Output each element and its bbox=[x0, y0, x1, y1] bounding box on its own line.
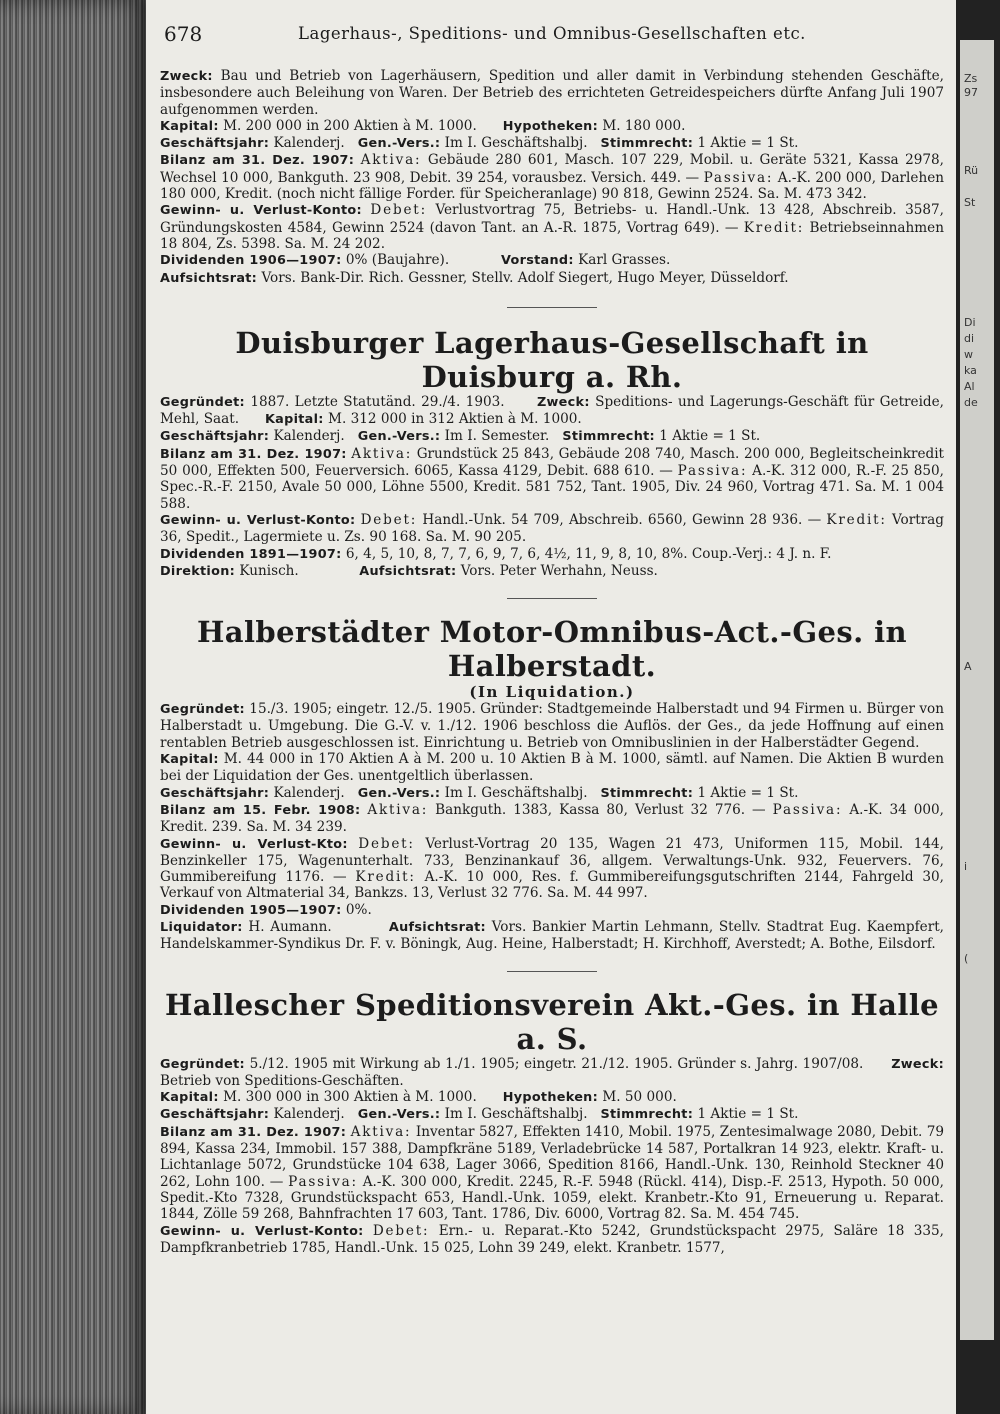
gv-text: Im I. Semester. bbox=[444, 428, 550, 445]
gegr-label: Gegründet: bbox=[160, 702, 245, 718]
gv-label: Gen.-Vers.: bbox=[357, 429, 441, 445]
ar-text: Vors. Bankier Martin Lehmann, Stellv. Stadtrat Eug. Kaempfert, Handelskammer-Syndikus Dr. F. v. Böningk, Aug. Heine, Halberstadt; H. Kirchhoff, Averstedt; A. Bothe, Eilsdorf. bbox=[160, 918, 944, 953]
bilanz-paragraph bbox=[160, 1124, 944, 1223]
aktiva-text: Inventar 5827, Effekten 1410, Mobil. 1975, Zentesimalwage 2080, Debit. 79 894, Kassa 234, Immobil. 157 388, Dampfkräne 5189, Verladebrücke 14 587, Portalkran 14 923, elektr. Kraft- u. Lichtanlage 5072, Grundstücke 104 638, Lager 3066, Spedition 8166, Handl.-Unk. 130, Reinhold Steckner 40 262, Lohn 100. — bbox=[160, 1123, 944, 1190]
gv-label: Gen.-Vers.: bbox=[357, 785, 441, 801]
next-page-edge bbox=[956, 0, 1000, 1414]
edge-fragment: de bbox=[964, 396, 978, 409]
gv-text: Im I. Geschäftshalbj. bbox=[444, 784, 588, 801]
debet-label: Debet: bbox=[372, 1222, 430, 1239]
geschaeftsjahr-paragraph bbox=[160, 428, 944, 445]
aktiva-text: Gebäude 280 601, Masch. 107 229, Mobil. u. Geräte 5321, Kassa 2978, Wechsel 10 000, Bankguth. 23 908, Debit. 39 254, vorausbez. Versich. 449. — bbox=[160, 152, 945, 186]
div-label: Dividenden 1906—1907: bbox=[160, 253, 342, 269]
ar-text: Vors. Bank-Dir. Rich. Gessner, Stellv. Adolf Siegert, Hugo Meyer, Düsseldorf. bbox=[261, 269, 789, 286]
debet-label: Debet: bbox=[370, 202, 427, 219]
passiva-label: Passiva: bbox=[772, 801, 843, 818]
kapital-text: M. 300 000 in 300 Aktien à M. 1000. bbox=[223, 1089, 477, 1106]
gj-text: Kalenderj. bbox=[273, 135, 345, 152]
kapital-label: Kapital: bbox=[160, 118, 219, 134]
gegr-label: Gegründet: bbox=[160, 1056, 245, 1072]
kapital-text: M. 44 000 in 170 Aktien A à M. 200 u. 10 Aktien B à M. 1000, sämtl. auf Namen. Die Aktien B wurden bei der Liquidation der Ges. unentgeltlich überlassen. bbox=[160, 751, 944, 785]
stimm-text: 1 Aktie = 1 St. bbox=[697, 135, 799, 152]
kredit-text: A.-K. 10 000, Res. f. Gummibereifungsgutschriften 2144, Fahrgeld 30, Verkauf von Altmaterial 34, Bankzs. 13, Verlust 32 776. Sa. M. 44 997. bbox=[160, 869, 944, 902]
passiva-text: A.-K. 312 000, R.-F. 25 850, Spec.-R.-F. 2150, Avale 50 000, Löhne 5500, Kredit. 581 752, Tant. 1905, Div. 24 960, Vortrag 471. Sa. M. 1 004 588. bbox=[160, 463, 944, 512]
debet-label: Debet: bbox=[358, 835, 415, 852]
guv-paragraph bbox=[160, 1223, 944, 1257]
edge-fragment: Zs bbox=[964, 72, 978, 85]
hypotheken-text: M. 50 000. bbox=[602, 1089, 677, 1106]
div-label: Dividenden 1891—1907: bbox=[160, 546, 342, 562]
running-title: Lagerhaus-, Speditions- und Omnibus-Gesellschaften etc. bbox=[298, 24, 806, 43]
ar-text: Vors. Peter Werhahn, Neuss. bbox=[460, 562, 658, 579]
debet-text: Ern.- u. Reparat.-Kto 5242, Grundstückspacht 2975, Saläre 18 335, Dampfkranbetrieb 1785, Handl.-Unk. 15 025, Lohn 39 249, elekt. Kranbetr. 1577, bbox=[160, 1222, 944, 1256]
edge-fragment: w bbox=[964, 348, 973, 361]
edge-fragment: ( bbox=[964, 952, 969, 965]
gegruendet-paragraph bbox=[160, 1056, 944, 1090]
kredit-label: Kredit: bbox=[743, 219, 805, 236]
gv-label: Gen.-Vers.: bbox=[357, 136, 441, 152]
stimm-label: Stimmrecht: bbox=[600, 136, 694, 152]
edge-fragment: ka bbox=[964, 364, 977, 377]
kredit-text: Betriebseinnahmen 18 804, Zs. 5398. Sa. M. 24 202. bbox=[160, 219, 944, 252]
gj-label: Geschäftsjahr: bbox=[160, 1107, 270, 1123]
vorstand-label: Vorstand: bbox=[501, 253, 574, 269]
gegr-text: 5./12. 1905 mit Wirkung ab 1./1. 1905; eingetr. 21./12. 1905. Gründer s. Jahrg. 1907/08. bbox=[249, 1055, 864, 1072]
liq-text: H. Aumann. bbox=[248, 918, 332, 935]
hypotheken-text: M. 180 000. bbox=[602, 117, 686, 134]
gj-label: Geschäftsjahr: bbox=[160, 429, 270, 445]
company-subtitle: (In Liquidation.) bbox=[469, 683, 635, 702]
bilanz-label: Bilanz am 31. Dez. 1907: bbox=[160, 153, 355, 169]
aktiva-label: Aktiva: bbox=[351, 445, 413, 462]
stimm-text: 1 Aktie = 1 St. bbox=[697, 784, 799, 801]
aktiva-text: Bankguth. 1383, Kassa 80, Verlust 32 776. — bbox=[435, 801, 766, 818]
edge-fragment: di bbox=[964, 332, 975, 345]
edge-fragment: i bbox=[964, 860, 968, 873]
hypotheken-label: Hypotheken: bbox=[502, 118, 599, 134]
stimm-label: Stimmrecht: bbox=[600, 785, 694, 801]
kredit-label: Kredit: bbox=[355, 869, 416, 886]
direktion-paragraph bbox=[160, 563, 944, 580]
vorstand-text: Karl Grasses. bbox=[578, 252, 671, 269]
zweck-text: Betrieb von Speditions-Geschäften. bbox=[160, 1072, 404, 1089]
guv-label: Gewinn- u. Verlust-Konto: bbox=[160, 512, 356, 528]
div-text: 0%. bbox=[345, 901, 372, 918]
zweck-label: Zweck: bbox=[891, 1056, 944, 1072]
stimm-label: Stimmrecht: bbox=[600, 1107, 694, 1123]
guv-paragraph bbox=[160, 202, 944, 252]
aktiva-label: Aktiva: bbox=[360, 152, 422, 169]
kapital-label: Kapital: bbox=[160, 752, 219, 768]
div-text: 0% (Baujahre). bbox=[345, 252, 450, 269]
company-title: Hallescher Speditionsverein Akt.-Ges. in Halle a. S. bbox=[164, 987, 940, 1056]
passiva-text: A.-K. 34 000, Kredit. 239. Sa. M. 34 239. bbox=[160, 801, 945, 836]
dividenden-paragraph bbox=[160, 902, 944, 919]
dividenden-paragraph bbox=[160, 546, 944, 563]
stimm-label: Stimmrecht: bbox=[562, 429, 655, 445]
kredit-label: Kredit: bbox=[826, 511, 887, 528]
ar-label: Aufsichtsrat: bbox=[388, 919, 486, 935]
zweck-text: Speditions- und Lagerungs-Geschäft für Getreide, Mehl, Saat. bbox=[160, 393, 945, 428]
gj-text: Kalenderj. bbox=[273, 428, 345, 445]
entry-hallescher bbox=[160, 988, 944, 1257]
gv-text: Im I. Geschäftshalbj. bbox=[444, 1106, 588, 1123]
aktiva-text: Grundstück 25 843, Gebäude 208 740, Masch. 200 000, Begleitscheinkredit 50 000, Effekten 500, Feuerversich. 6065, Kassa 4129, Debit. 688 610. — bbox=[160, 445, 945, 480]
gv-text: Im I. Geschäftshalbj. bbox=[444, 135, 588, 152]
kapital-paragraph bbox=[160, 751, 944, 785]
kapital-text: M. 200 000 in 200 Aktien à M. 1000. bbox=[223, 117, 477, 134]
gegr-label: Gegründet: bbox=[160, 394, 245, 410]
dir-text: Kunisch. bbox=[239, 562, 299, 579]
gegruendet-paragraph bbox=[160, 701, 944, 751]
zweck-paragraph bbox=[160, 68, 944, 118]
debet-text: Verlust-Vortrag 20 135, Wagen 21 473, Uniformen 115, Mobil. 144, Benzinkeller 175, Wagenunterhalt. 733, Benzinankauf 36, allgem. Verwaltungs-Unk. 932, Feuervers. 76, Gummibereifung 1176. — bbox=[160, 835, 945, 886]
passiva-text: A.-K. 200 000, Darlehen 180 000, Kredit. (noch nicht fällige Forder. für Speicheranlage) 90 818, Gewinn 2524. Sa. M. 473 342. bbox=[160, 169, 945, 203]
gj-text: Kalenderj. bbox=[273, 784, 345, 801]
ar-label: Aufsichtsrat: bbox=[359, 563, 457, 579]
company-title: Duisburger Lagerhaus-Gesellschaft in Duisburg a. Rh. bbox=[235, 325, 869, 394]
edge-fragment: St bbox=[964, 196, 976, 209]
zweck-text: Bau und Betrieb von Lagerhäusern, Spedition und aller damit in Verbindung stehenden Geschäfte, insbesondere auch Beleihung von Waren. Der Betrieb des errichteten Getreidespeichers dürfte Anfang Juli 1907 aufgenommen werden. bbox=[160, 68, 945, 118]
gegruendet-paragraph bbox=[160, 394, 944, 429]
debet-text: Verlustvortrag 75, Betriebs- u. Handl.-Unk. 13 428, Abschreib. 3587, Gründungskosten 4584, Gewinn 2524 (davon Tant. an A.-R. 1875, Vortrag 649). — bbox=[160, 202, 944, 236]
edge-fragment: Al bbox=[964, 380, 975, 393]
kapital-label: Kapital: bbox=[264, 412, 324, 428]
guv-label: Gewinn- u. Verlust-Konto: bbox=[160, 203, 362, 219]
running-head bbox=[164, 22, 940, 52]
geschaeftsjahr-paragraph bbox=[160, 785, 944, 802]
edge-fragment: Rü bbox=[964, 164, 979, 177]
guv-paragraph bbox=[160, 512, 944, 546]
bilanz-label: Bilanz am 31. Dez. 1907: bbox=[160, 446, 347, 462]
hypotheken-label: Hypotheken: bbox=[502, 1090, 599, 1106]
entry-duisburger bbox=[160, 326, 944, 580]
dir-label: Direktion: bbox=[160, 563, 236, 579]
company-title: Halberstädter Motor-Omnibus-Act.-Ges. in Halberstadt. bbox=[196, 615, 908, 684]
bilanz-paragraph bbox=[160, 152, 944, 202]
guv-label: Gewinn- u. Verlust-Kto: bbox=[160, 836, 348, 852]
ar-label: Aufsichtsrat: bbox=[160, 270, 258, 286]
document-page bbox=[146, 0, 958, 1414]
passiva-label: Passiva: bbox=[288, 1173, 358, 1190]
aufsichtsrat-paragraph bbox=[160, 270, 944, 287]
liquidator-paragraph bbox=[160, 919, 944, 953]
debet-text: Handl.-Unk. 54 709, Abschreib. 6560, Gewinn 28 936. — bbox=[422, 511, 822, 528]
geschaeftsjahr-paragraph bbox=[160, 1106, 944, 1123]
div-text: 6, 4, 5, 10, 8, 7, 7, 6, 9, 7, 6, 4½, 11, 9, 8, 10, 8%. Coup.-Verj.: 4 J. n. F. bbox=[345, 545, 832, 562]
kapital-paragraph bbox=[160, 118, 944, 135]
gj-text: Kalenderj. bbox=[273, 1106, 345, 1123]
kapital-paragraph bbox=[160, 1089, 944, 1106]
page-number: 678 bbox=[164, 22, 203, 46]
dividenden-paragraph bbox=[160, 252, 944, 269]
gj-label: Geschäftsjahr: bbox=[160, 136, 270, 152]
entry-continuation bbox=[160, 68, 944, 287]
kapital-text: M. 312 000 in 312 Aktien à M. 1000. bbox=[328, 411, 582, 428]
aktiva-label: Aktiva: bbox=[367, 801, 429, 818]
gegr-text: 1887. Letzte Statutänd. 29./4. 1903. bbox=[250, 393, 505, 410]
aktiva-label: Aktiva: bbox=[350, 1123, 412, 1140]
stimm-text: 1 Aktie = 1 St. bbox=[659, 428, 761, 445]
zweck-label: Zweck: bbox=[536, 394, 590, 410]
gegr-text: 15./3. 1905; eingetr. 12./5. 1905. Gründer: Stadtgemeinde Halberstadt und 94 Firmen u. Bürger von Halberstadt u. Umgebung. Die G.-V. v. 1./12. 1906 beschloss die Auflös. der Ges., da jede Hoffnung auf einen rentablen Betrieb ausgeschlossen ist. Einrichtung u. Betrieb von Omnibuslinien in der Halberstädter Gegend. bbox=[160, 701, 944, 751]
edge-fragment: Di bbox=[964, 316, 976, 329]
next-page-sheet bbox=[960, 40, 994, 1340]
guv-label: Gewinn- u. Verlust-Konto: bbox=[160, 1223, 364, 1239]
gj-label: Geschäftsjahr: bbox=[160, 785, 270, 801]
bilanz-label: Bilanz am 31. Dez. 1907: bbox=[160, 1124, 347, 1140]
passiva-label: Passiva: bbox=[703, 169, 774, 186]
kapital-label: Kapital: bbox=[160, 1090, 219, 1106]
page-content bbox=[160, 68, 944, 1256]
edge-fragment: A bbox=[964, 660, 972, 673]
edge-fragment: 97 bbox=[964, 86, 978, 99]
entry-halberstaedter bbox=[160, 615, 944, 952]
geschaeftsjahr-paragraph bbox=[160, 135, 944, 152]
passiva-label: Passiva: bbox=[677, 463, 748, 480]
guv-paragraph bbox=[160, 836, 944, 902]
div-label: Dividenden 1905—1907: bbox=[160, 902, 342, 918]
passiva-text: A.-K. 300 000, Kredit. 2245, R.-F. 5948 (Rückl. 414), Disp.-F. 2513, Hypoth. 50 000, Spedit.-Kto 7328, Grundstückspacht 653, Handl.-Unk. 1059, elekt. Kranbetr.-Kto 91, Erneuerung u. Reparat. 1844, Zölle 59 268, Bahnfrachten 17 603, Tant. 1786, Div. 6000, Vortrag 82. Sa. M. 454 745. bbox=[160, 1173, 944, 1223]
kredit-text: Vortrag 36, Spedit., Lagermiete u. Zs. 90 168. Sa. M. 90 205. bbox=[160, 511, 944, 546]
bilanz-label: Bilanz am 15. Febr. 1908: bbox=[160, 802, 361, 818]
zweck-label: Zweck: bbox=[160, 69, 213, 84]
bilanz-paragraph bbox=[160, 446, 944, 512]
bilanz-paragraph bbox=[160, 802, 944, 836]
debet-label: Debet: bbox=[360, 511, 418, 528]
stimm-text: 1 Aktie = 1 St. bbox=[697, 1106, 799, 1123]
gv-label: Gen.-Vers.: bbox=[357, 1107, 441, 1123]
book-spine bbox=[0, 0, 150, 1414]
liq-label: Liquidator: bbox=[160, 919, 243, 935]
